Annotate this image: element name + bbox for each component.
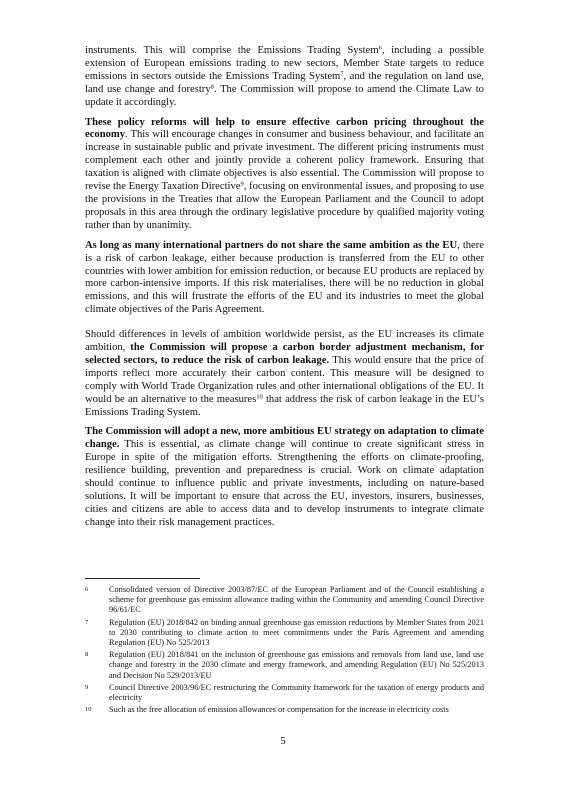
footnote-number: 9 [85,683,89,691]
paragraph [85,117,484,233]
footnote-text: Regulation (EU) 2018/842 on binding annual greenhouse gas emission reductions by Member States from 2021 to 2030 contributing to climate action to meet commitments under the Paris Agreement and amending Regulation (EU) No 525/2013 [109,617,484,648]
footnote-number: 7 [85,618,89,626]
bold-text: the Commission will propose a carbon border adjustment mechanism, for selected sectors, to reduce the risk of carbon leakage. [85,342,484,366]
text-run: . The Commission will propose to amend the Climate Law to update it accordingly. [85,83,484,108]
text-run: , focusing on environmental issues, and proposing to use the provisions in the Treaties that allow the European Parliament and the Council to adopt proposals in this area through the ordinary legislative procedure by qualified majority voting rather than by unanimity. [85,181,484,231]
footnote-text: Council Directive 2003/96/EC restructuring the Community framework for the taxation of energy products and electricity [109,682,484,703]
text-run: instruments. This will comprise the Emissions Trading System [85,45,379,56]
page-number: 5 [280,736,286,747]
bold-text: As long as many international partners do not share the same ambition as the EU [85,239,458,251]
footnote-text: Such as the free allocation of emission allowances or compensation for the increase in electricity costs [109,705,449,715]
footnote-separator [85,578,200,579]
footnote-reference: 6 [378,44,382,52]
paragraph [85,329,484,419]
footnote-reference: 8 [210,83,214,91]
footnote [85,650,484,681]
text-run: . This will encourage changes in consumer and business behaviour, and facilitate an increase in sustainable public and private investment. The different pricing instruments must complement each other and jointly provide a coherent policy framework. Ensuring that taxation is aligned with climate objectives is also essential. The Commission will propose to revise the Energy Taxation Directive [85,129,484,193]
text-run: that address the risk of carbon leakage in the EU’s Emissions Trading System. [85,393,484,418]
footnotes [85,585,484,717]
footnote-reference: 10 [256,393,263,401]
paragraph [85,240,484,317]
footnote-number: 8 [85,651,89,659]
footnote-reference: 9 [240,180,244,188]
paragraph [85,426,484,529]
bold-text: The Commission will adopt a new, more ambitious EU strategy on adaptation to climate change. [85,426,484,451]
body-text [85,45,484,537]
footnote-reference: 7 [340,70,344,78]
text-run: This is essential, as climate change will continue to create significant stress in Europe in spite of the mitigation efforts. Strengthening the efforts on climate-proofing, resilience building, prevention and preparedness is crucial. Work on climate adaptation should continue to influence public and private investments, including on nature-based solutions. It will be important to ensure that across the EU, investors, insurers, businesses, cities and citizens are able to access data and to develop instruments to integrate climate change into their risk management practices. [85,439,484,528]
bold-text: These policy reforms will help to ensure effective carbon pricing throughout the economy [85,116,484,141]
footnote-text: Regulation (EU) 2018/841 on the inclusion of greenhouse gas emissions and removals from land use, land use change and forestry in the 2030 climate and energy framework, and amending Regulation (EU) No 525/2013 and Decision No 529/2013/EU [109,650,484,680]
footnote [85,618,484,649]
paragraph [85,45,484,110]
footnote-text: Consolidated version of Directive 2003/87/EC of the European Parliament and of the Council establishing a scheme for greenhouse gas emission allowance trading within the Community and amending Council Directive 96/61/EC [109,585,484,615]
footnote [85,705,484,715]
text-run: Should differences in levels of ambition worldwide persist, as the EU increases its climate ambition, [85,329,484,354]
footnote-number: 6 [85,586,89,593]
footnote [85,585,484,616]
text-run: This would ensure that the price of imports reflect more accurately their carbon content. This measure will be designed to comply with World Trade Organization rules and other international obligations of the EU. It would be an alternative to the measures [85,354,485,405]
footnote [85,683,484,703]
text-run: , including a possible extension of European emissions trading to new sectors, Member State targets to reduce emissions in sectors outside the Emissions Trading System [85,45,485,82]
text-run: , there is a risk of carbon leakage, either because production is transferred from the EU to other countries with lower ambition for emission reduction, or because EU products are replaced by more carbon-intensive imports. If this risk materialises, there will be no reduction in global emissions, and this will frustrate the efforts of the EU and its industries to meet the global climate objectives of the Paris Agreement. [85,239,484,316]
text-run: , and the regulation on land use, land use change and forestry [85,70,484,95]
footnote-number: 10 [85,706,92,714]
